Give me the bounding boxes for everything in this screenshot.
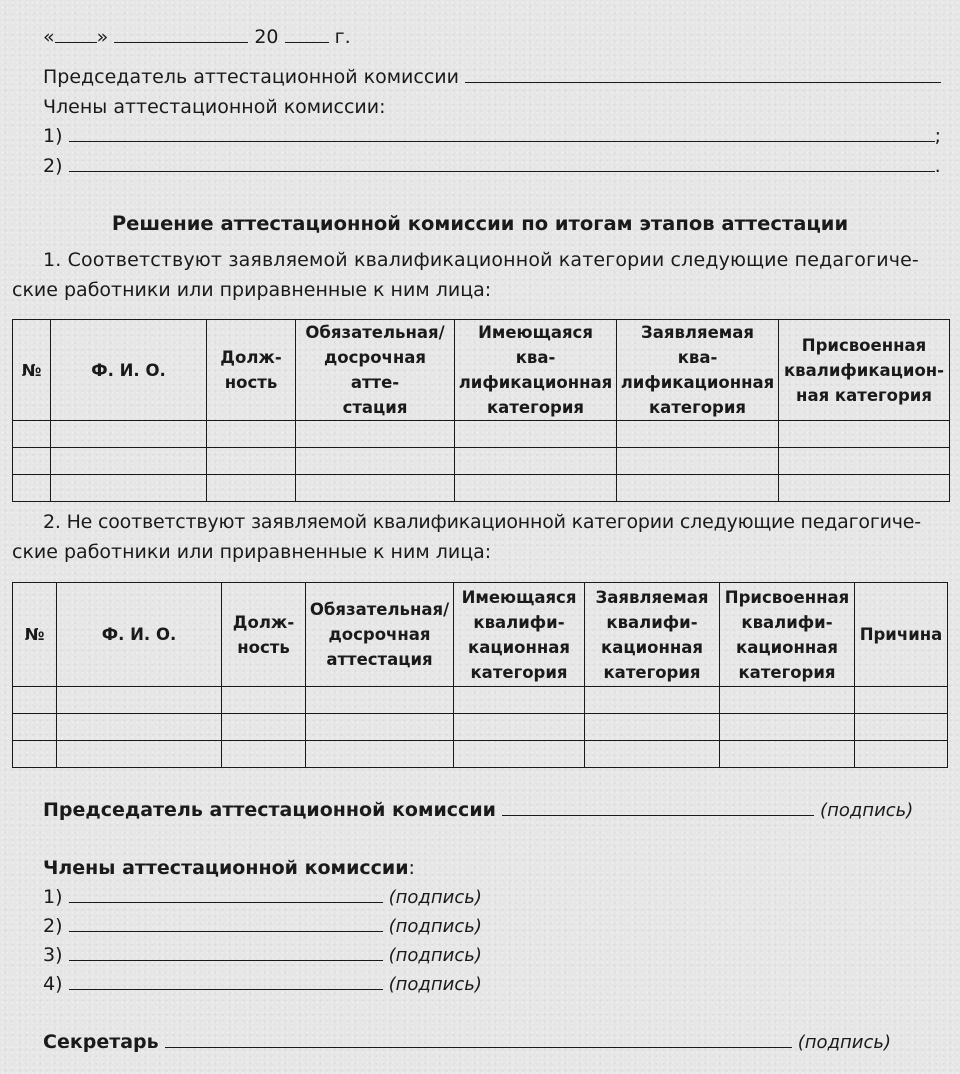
sign-member-num: 3) [43,944,63,966]
table-cell[interactable] [306,687,454,714]
table-cell[interactable] [585,741,720,768]
table-row [13,421,950,448]
table-row [13,448,950,475]
table-1-header-cell: Долж- ность [207,320,296,421]
sign-member-row-1 [43,886,482,908]
table-1-header-cell: № [13,320,51,421]
header-member-1-blank[interactable] [69,140,935,142]
table-row [13,475,950,502]
sign-hint: (подпись) [388,887,482,908]
table-cell[interactable] [454,714,585,741]
table-cell[interactable] [855,714,948,741]
sign-member-blank[interactable] [69,901,383,903]
table-cell[interactable] [617,421,779,448]
table-2-header-cell: Заявляемая квалифи- кационная категория [585,583,720,687]
sign-secretary-blank[interactable] [165,1046,792,1048]
table-cell[interactable] [222,741,306,768]
table-cell[interactable] [57,741,222,768]
table-1-header-cell: Имеющаяся ква- лификационная категория [455,320,617,421]
table-cell[interactable] [13,448,51,475]
day-blank[interactable] [55,41,97,43]
table-1-header-row [13,320,950,421]
table-cell[interactable] [720,714,855,741]
table-cell[interactable] [617,475,779,502]
sign-member-blank[interactable] [69,988,383,990]
table-cell[interactable] [855,687,948,714]
table-cell[interactable] [585,687,720,714]
table-1-header-cell: Обязательная/ досрочная атте- стация [296,320,455,421]
table-cell[interactable] [13,475,51,502]
sign-secretary-row [43,1031,891,1053]
table-cell[interactable] [51,448,207,475]
table-cell[interactable] [13,421,51,448]
sign-hint: (подпись) [820,800,914,821]
table-cell[interactable] [51,421,207,448]
table-2 [12,582,948,768]
table-cell[interactable] [13,714,57,741]
table-2-header-cell: Присвоенная квалифи- кационная категория [720,583,855,687]
section-1-text-line2: ские работники или приравненные к ним лица: [12,279,492,301]
section-2-text-line2: ские работники или приравненные к ним лица: [12,541,492,563]
table-cell[interactable] [720,741,855,768]
header-member-2-end: . [934,155,941,177]
table-cell[interactable] [207,421,296,448]
table-cell[interactable] [296,448,455,475]
sign-member-blank[interactable] [69,930,383,932]
sign-hint: (подпись) [388,945,482,966]
table-cell[interactable] [13,687,57,714]
table-row [13,741,948,768]
section-1-text-line1: 1. Соответствуют заявляемой квалификационной категории следующие педагогиче- [43,249,919,271]
table-cell[interactable] [454,687,585,714]
table-cell[interactable] [57,714,222,741]
table-2-header-cell: Имеющаяся квалифи- кационная категория [454,583,585,687]
year-prefix: 20 [254,26,279,48]
sign-member-num: 4) [43,973,63,995]
table-cell[interactable] [57,687,222,714]
sign-hint: (подпись) [388,916,482,937]
table-cell[interactable] [455,475,617,502]
table-cell[interactable] [585,714,720,741]
section-2-text-line1: 2. Не соответствуют заявляемой квалификационной категории следующие педагогиче- [43,511,921,533]
table-cell[interactable] [296,475,455,502]
table-cell[interactable] [779,421,950,448]
table-cell[interactable] [855,741,948,768]
header-member-1-row [43,125,941,147]
sign-chairman-row [43,799,913,821]
table-cell[interactable] [51,475,207,502]
header-member-2-blank[interactable] [69,170,935,172]
table-cell[interactable] [617,448,779,475]
sign-hint: (подпись) [388,974,482,995]
sign-member-num: 1) [43,886,63,908]
table-cell[interactable] [222,687,306,714]
header-member-1-num: 1) [43,125,63,147]
table-2-header-row [13,583,948,687]
header-chairman-row [43,66,941,88]
table-2-header-cell: Обязательная/ досрочная аттестация [306,583,454,687]
sign-hint: (подпись) [797,1032,892,1053]
table-cell[interactable] [454,741,585,768]
year-suffix: г. [334,26,351,48]
sign-members-title [43,857,415,879]
month-blank[interactable] [114,41,248,43]
table-row [13,714,948,741]
table-1-header-cell: Заявляемая ква- лификационная категория [617,320,779,421]
quote-open: « [43,26,55,48]
header-members-label: Члены аттестационной комиссии: [43,96,386,118]
table-2-header-cell: Причина [855,583,948,687]
table-cell[interactable] [13,741,57,768]
table-cell[interactable] [455,421,617,448]
date-line [43,26,351,48]
table-cell[interactable] [207,475,296,502]
table-2-header-cell: № [13,583,57,687]
sign-secretary-label: Секретарь [43,1031,159,1053]
sign-members-colon: : [408,857,415,879]
sign-member-blank[interactable] [69,959,383,961]
sign-members-label: Члены аттестационной комиссии [43,857,409,879]
table-2-header-cell: Долж- ность [222,583,306,687]
sign-member-row-2 [43,915,482,937]
sign-member-row-4 [43,973,482,995]
table-cell[interactable] [720,687,855,714]
table-cell[interactable] [296,421,455,448]
header-member-2-num: 2) [43,155,63,177]
header-member-1-end: ; [934,125,941,147]
table-1 [12,319,950,502]
table-cell[interactable] [779,448,950,475]
year-blank[interactable] [285,41,329,43]
table-cell[interactable] [222,714,306,741]
table-1-header-cell: Присвоенная квалификацион- ная категория [779,320,950,421]
sign-member-row-3 [43,944,482,966]
header-member-2-row [43,155,941,177]
sign-member-num: 2) [43,915,63,937]
sign-chairman-blank[interactable] [502,814,814,816]
page-title: Решение аттестационной комиссии по итогам этапов аттестации [111,212,849,235]
sign-chairman-label: Председатель аттестационной комиссии [43,799,496,821]
table-cell[interactable] [306,741,454,768]
table-cell[interactable] [207,448,296,475]
table-2-header-cell: Ф. И. О. [57,583,222,687]
table-1-header-cell: Ф. И. О. [51,320,207,421]
header-chairman-label: Председатель аттестационной комиссии [43,66,459,88]
table-cell[interactable] [306,714,454,741]
header-chairman-blank[interactable] [465,81,941,83]
table-cell[interactable] [779,475,950,502]
table-cell[interactable] [455,448,617,475]
table-row [13,687,948,714]
quote-close: » [96,26,109,48]
